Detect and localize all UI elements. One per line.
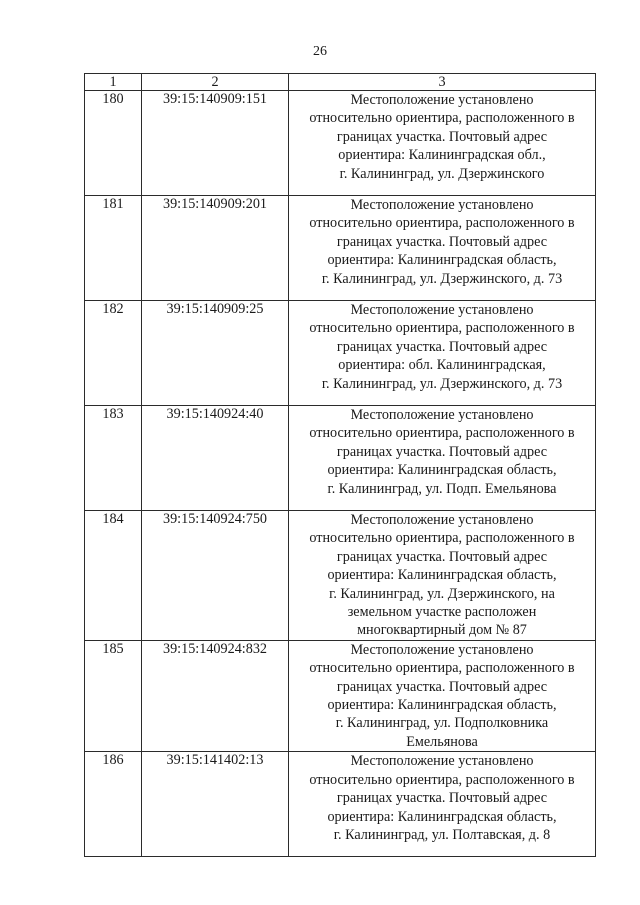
location-description — [289, 91, 596, 196]
cadastral-number: 39:15:140909:151 — [142, 91, 289, 196]
location-line: границах участка. Почтовый адрес — [336, 443, 548, 460]
column-header-cadastral: 2 — [142, 74, 289, 91]
cadastral-number: 39:15:140909:201 — [142, 196, 289, 301]
location-line: земельном участке расположен — [347, 604, 537, 621]
location-line: г. Калининград, ул. Подполковника — [335, 715, 549, 732]
location-line: границах участка. Почтовый адрес — [336, 338, 548, 355]
location-line: Местоположение установлено — [350, 407, 534, 423]
cadastral-number: 39:15:140924:750 — [142, 511, 289, 641]
location-line: относительно ориентира, расположенного в — [309, 215, 575, 232]
cadastral-number: 39:15:140924:832 — [142, 640, 289, 751]
cadastral-number: 39:15:140909:25 — [142, 301, 289, 406]
location-line: ориентира: Калининградская область, — [327, 567, 557, 584]
location-line: ориентира: Калининградская область, — [327, 808, 557, 825]
location-line: г. Калининград, ул. Дзержинского, д. 73 — [321, 375, 563, 392]
table-row — [85, 196, 596, 301]
row-number: 185 — [85, 640, 142, 751]
cadastral-number: 39:15:141402:13 — [142, 752, 289, 857]
location-line: относительно ориентира, расположенного в — [309, 425, 575, 442]
location-line: Местоположение установлено — [350, 92, 534, 108]
cadastral-number: 39:15:140924:40 — [142, 406, 289, 511]
row-number: 180 — [85, 91, 142, 196]
location-line: г. Калининград, ул. Подп. Емельянова — [327, 480, 557, 497]
location-line: Местоположение установлено — [350, 197, 534, 213]
row-number: 184 — [85, 511, 142, 641]
location-line: ориентира: Калининградская область, — [327, 252, 557, 269]
location-line: границах участка. Почтовый адрес — [336, 548, 548, 565]
location-description — [289, 752, 596, 857]
location-line: ориентира: Калининградская область, — [327, 697, 557, 714]
location-line: ориентира: Калининградская обл., — [338, 147, 546, 164]
location-line: г. Калининград, ул. Дзержинского — [339, 165, 545, 182]
column-header-location: 3 — [289, 74, 596, 91]
location-line: относительно ориентира, расположенного в — [309, 771, 575, 788]
land-plots-table — [84, 73, 596, 857]
location-line: относительно ориентира, расположенного в — [309, 320, 575, 337]
location-line: границах участка. Почтовый адрес — [336, 790, 548, 807]
location-line: границах участка. Почтовый адрес — [336, 233, 548, 250]
location-line: г. Калининград, ул. Дзержинского, на — [329, 585, 555, 602]
location-line: Местоположение установлено — [350, 641, 534, 658]
location-line: Местоположение установлено — [350, 512, 534, 528]
location-line: г. Калининград, ул. Дзержинского, д. 73 — [321, 270, 563, 287]
row-number: 181 — [85, 196, 142, 301]
location-line: границах участка. Почтовый адрес — [336, 128, 548, 145]
location-line: многоквартирный дом № 87 — [357, 622, 527, 639]
location-description — [289, 640, 596, 751]
location-line: границах участка. Почтовый адрес — [336, 678, 548, 695]
location-line: Местоположение установлено — [350, 302, 534, 318]
location-description — [289, 511, 596, 641]
row-number: 183 — [85, 406, 142, 511]
table-row — [85, 640, 596, 751]
location-line: ориентира: Калининградская область, — [327, 462, 557, 479]
page-number: 26 — [313, 44, 327, 59]
row-number: 182 — [85, 301, 142, 406]
row-number: 186 — [85, 752, 142, 857]
location-description — [289, 406, 596, 511]
table-row — [85, 511, 596, 641]
location-line: Местоположение установлено — [350, 753, 534, 770]
column-header-number: 1 — [85, 74, 142, 91]
location-line: г. Калининград, ул. Полтавская, д. 8 — [333, 826, 551, 843]
table-row — [85, 406, 596, 511]
location-line: Емельянова — [406, 733, 478, 750]
table-row — [85, 752, 596, 857]
location-line: относительно ориентира, расположенного в — [309, 110, 575, 127]
location-description — [289, 196, 596, 301]
table-row — [85, 91, 596, 196]
location-description — [289, 301, 596, 406]
location-line: ориентира: обл. Калининградская, — [338, 357, 546, 374]
table-row — [85, 301, 596, 406]
location-line: относительно ориентира, расположенного в — [309, 530, 575, 547]
table-header-row — [85, 74, 596, 91]
location-line: относительно ориентира, расположенного в — [309, 660, 575, 677]
